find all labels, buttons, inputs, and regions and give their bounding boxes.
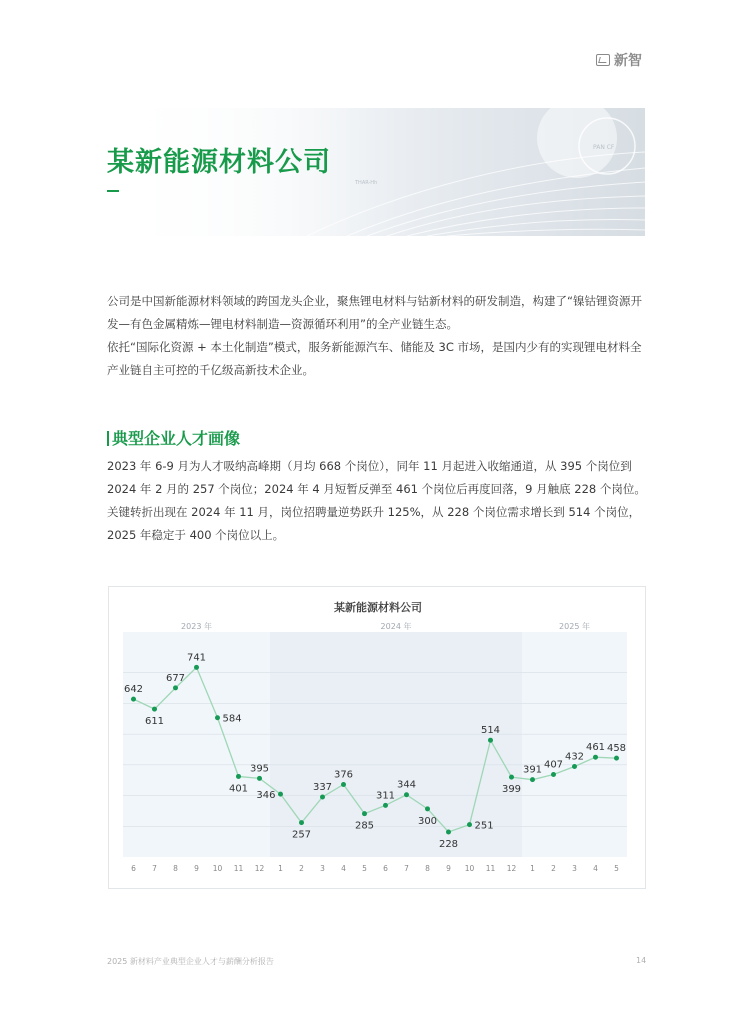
data-point <box>425 806 430 811</box>
x-tick-label: 4 <box>341 864 346 873</box>
data-label: 228 <box>438 838 459 850</box>
x-tick-label: 11 <box>233 864 244 873</box>
data-label: 584 <box>222 713 242 725</box>
x-tick-label: 7 <box>152 864 157 873</box>
data-point <box>446 829 451 834</box>
data-label: 458 <box>606 743 627 755</box>
data-point <box>257 776 262 781</box>
data-point <box>551 772 556 777</box>
data-point <box>236 774 241 779</box>
data-label: 514 <box>480 725 501 737</box>
x-tick-label: 6 <box>383 864 388 873</box>
data-label: 407 <box>543 759 564 771</box>
x-tick-label: 10 <box>212 864 223 873</box>
banner-tag: PAN CF <box>593 144 615 151</box>
x-tick-label: 2 <box>299 864 304 873</box>
line-chart <box>109 587 647 890</box>
data-label: 432 <box>564 751 585 763</box>
data-point <box>215 715 220 720</box>
x-tick-label: 3 <box>320 864 325 873</box>
x-tick-label: 8 <box>425 864 430 873</box>
data-point <box>572 764 577 769</box>
x-tick-label: 9 <box>194 864 199 873</box>
title-underline <box>107 190 119 192</box>
data-point <box>152 707 157 712</box>
data-label: 642 <box>123 684 144 696</box>
chart-card <box>108 586 646 889</box>
data-point <box>509 775 514 780</box>
data-label: 391 <box>522 764 543 776</box>
data-label: 741 <box>186 652 207 664</box>
data-point <box>383 803 388 808</box>
data-point <box>530 777 535 782</box>
x-tick-label: 12 <box>506 864 517 873</box>
data-point <box>488 738 493 743</box>
data-label: 399 <box>501 784 522 796</box>
data-point <box>173 685 178 690</box>
year-label: 2023 年 <box>181 622 212 631</box>
data-label: 285 <box>354 820 375 832</box>
year-label: 2024 年 <box>380 622 412 631</box>
x-tick-label: 10 <box>464 864 475 873</box>
data-label: 376 <box>333 769 354 781</box>
footer-report-title: 2025 新材料产业典型企业人才与薪酬分析报告 <box>107 957 274 966</box>
data-point <box>194 665 199 670</box>
data-label: 337 <box>312 781 333 793</box>
x-tick-label: 1 <box>278 864 283 873</box>
data-point <box>131 697 136 702</box>
x-tick-label: 5 <box>614 864 619 873</box>
section-heading-text: 典型企业人才画像 <box>112 429 241 448</box>
intro-paragraph: 公司是中国新能源材料领域的跨国龙头企业，聚焦锂电材料与钴新材料的研发制造，构建了“镍钴锂资源开发—有色金属精炼—锂电材料制造—资源循环利用”的全产业链生态。 <box>107 294 642 331</box>
data-point <box>299 820 304 825</box>
data-label: 344 <box>396 779 417 791</box>
data-point <box>278 792 283 797</box>
data-point <box>320 794 325 799</box>
heading-accent-bar <box>107 431 109 446</box>
x-tick-label: 6 <box>131 864 136 873</box>
x-tick-label: 5 <box>362 864 367 873</box>
title-banner <box>107 108 645 236</box>
chart-title: 某新能源材料公司 <box>334 601 422 614</box>
x-tick-label: 9 <box>446 864 451 873</box>
intro-paragraph: 依托“国际化资源 + 本土化制造”模式，服务新能源汽车、储能及 3C 市场，是国内少有的实现锂电材料全产业链自主可控的千亿级高新技术企业。 <box>107 340 642 377</box>
x-tick-label: 4 <box>593 864 598 873</box>
x-tick-label: 8 <box>173 864 178 873</box>
data-label: 300 <box>417 815 438 827</box>
data-point <box>341 782 346 787</box>
x-tick-label: 12 <box>254 864 265 873</box>
x-tick-label: 7 <box>404 864 409 873</box>
data-label: 311 <box>375 790 396 802</box>
data-point <box>362 811 367 816</box>
section-body: 2023 年 6-9 月为人才吸纳高峰期（月均 668 个岗位），同年 11 月起进入收缩通道，从 395 个岗位到 2024 年 2 月的 257 个岗位；2024 年 4 月短暂反弹至 461 个岗位后再度回落，9 月触底 228 个岗位。关键转折出现在 2024 年 11 月，岗位招聘量逆势跃升 125%，从 228 个岗位需求增长到 514 个岗位，2025 年稳定于 400 个岗位以上。 <box>107 459 646 542</box>
data-label: 677 <box>165 672 186 684</box>
x-tick-label: 1 <box>530 864 535 873</box>
year-label: 2025 年 <box>559 622 590 631</box>
x-tick-label: 3 <box>572 864 577 873</box>
brand-logo <box>596 50 642 70</box>
page-number: 14 <box>636 956 647 965</box>
data-label: 461 <box>585 742 606 754</box>
data-point <box>404 792 409 797</box>
data-label: 611 <box>144 716 165 728</box>
x-tick-label: 2 <box>551 864 556 873</box>
logo-text: 新智 <box>614 53 642 69</box>
company-title: 某新能源材料公司 <box>107 147 331 178</box>
logo-icon <box>596 54 610 66</box>
banner-tag: THAR-Hh <box>355 180 378 186</box>
data-point <box>614 756 619 761</box>
data-label: 251 <box>474 820 494 832</box>
data-label: 257 <box>291 829 312 841</box>
section-heading <box>107 426 240 449</box>
data-label: 401 <box>228 783 249 795</box>
data-label: 395 <box>249 763 270 775</box>
data-point <box>467 822 472 827</box>
data-label: 346 <box>256 790 276 802</box>
company-intro <box>107 290 647 382</box>
x-tick-label: 11 <box>485 864 496 873</box>
data-point <box>593 755 598 760</box>
